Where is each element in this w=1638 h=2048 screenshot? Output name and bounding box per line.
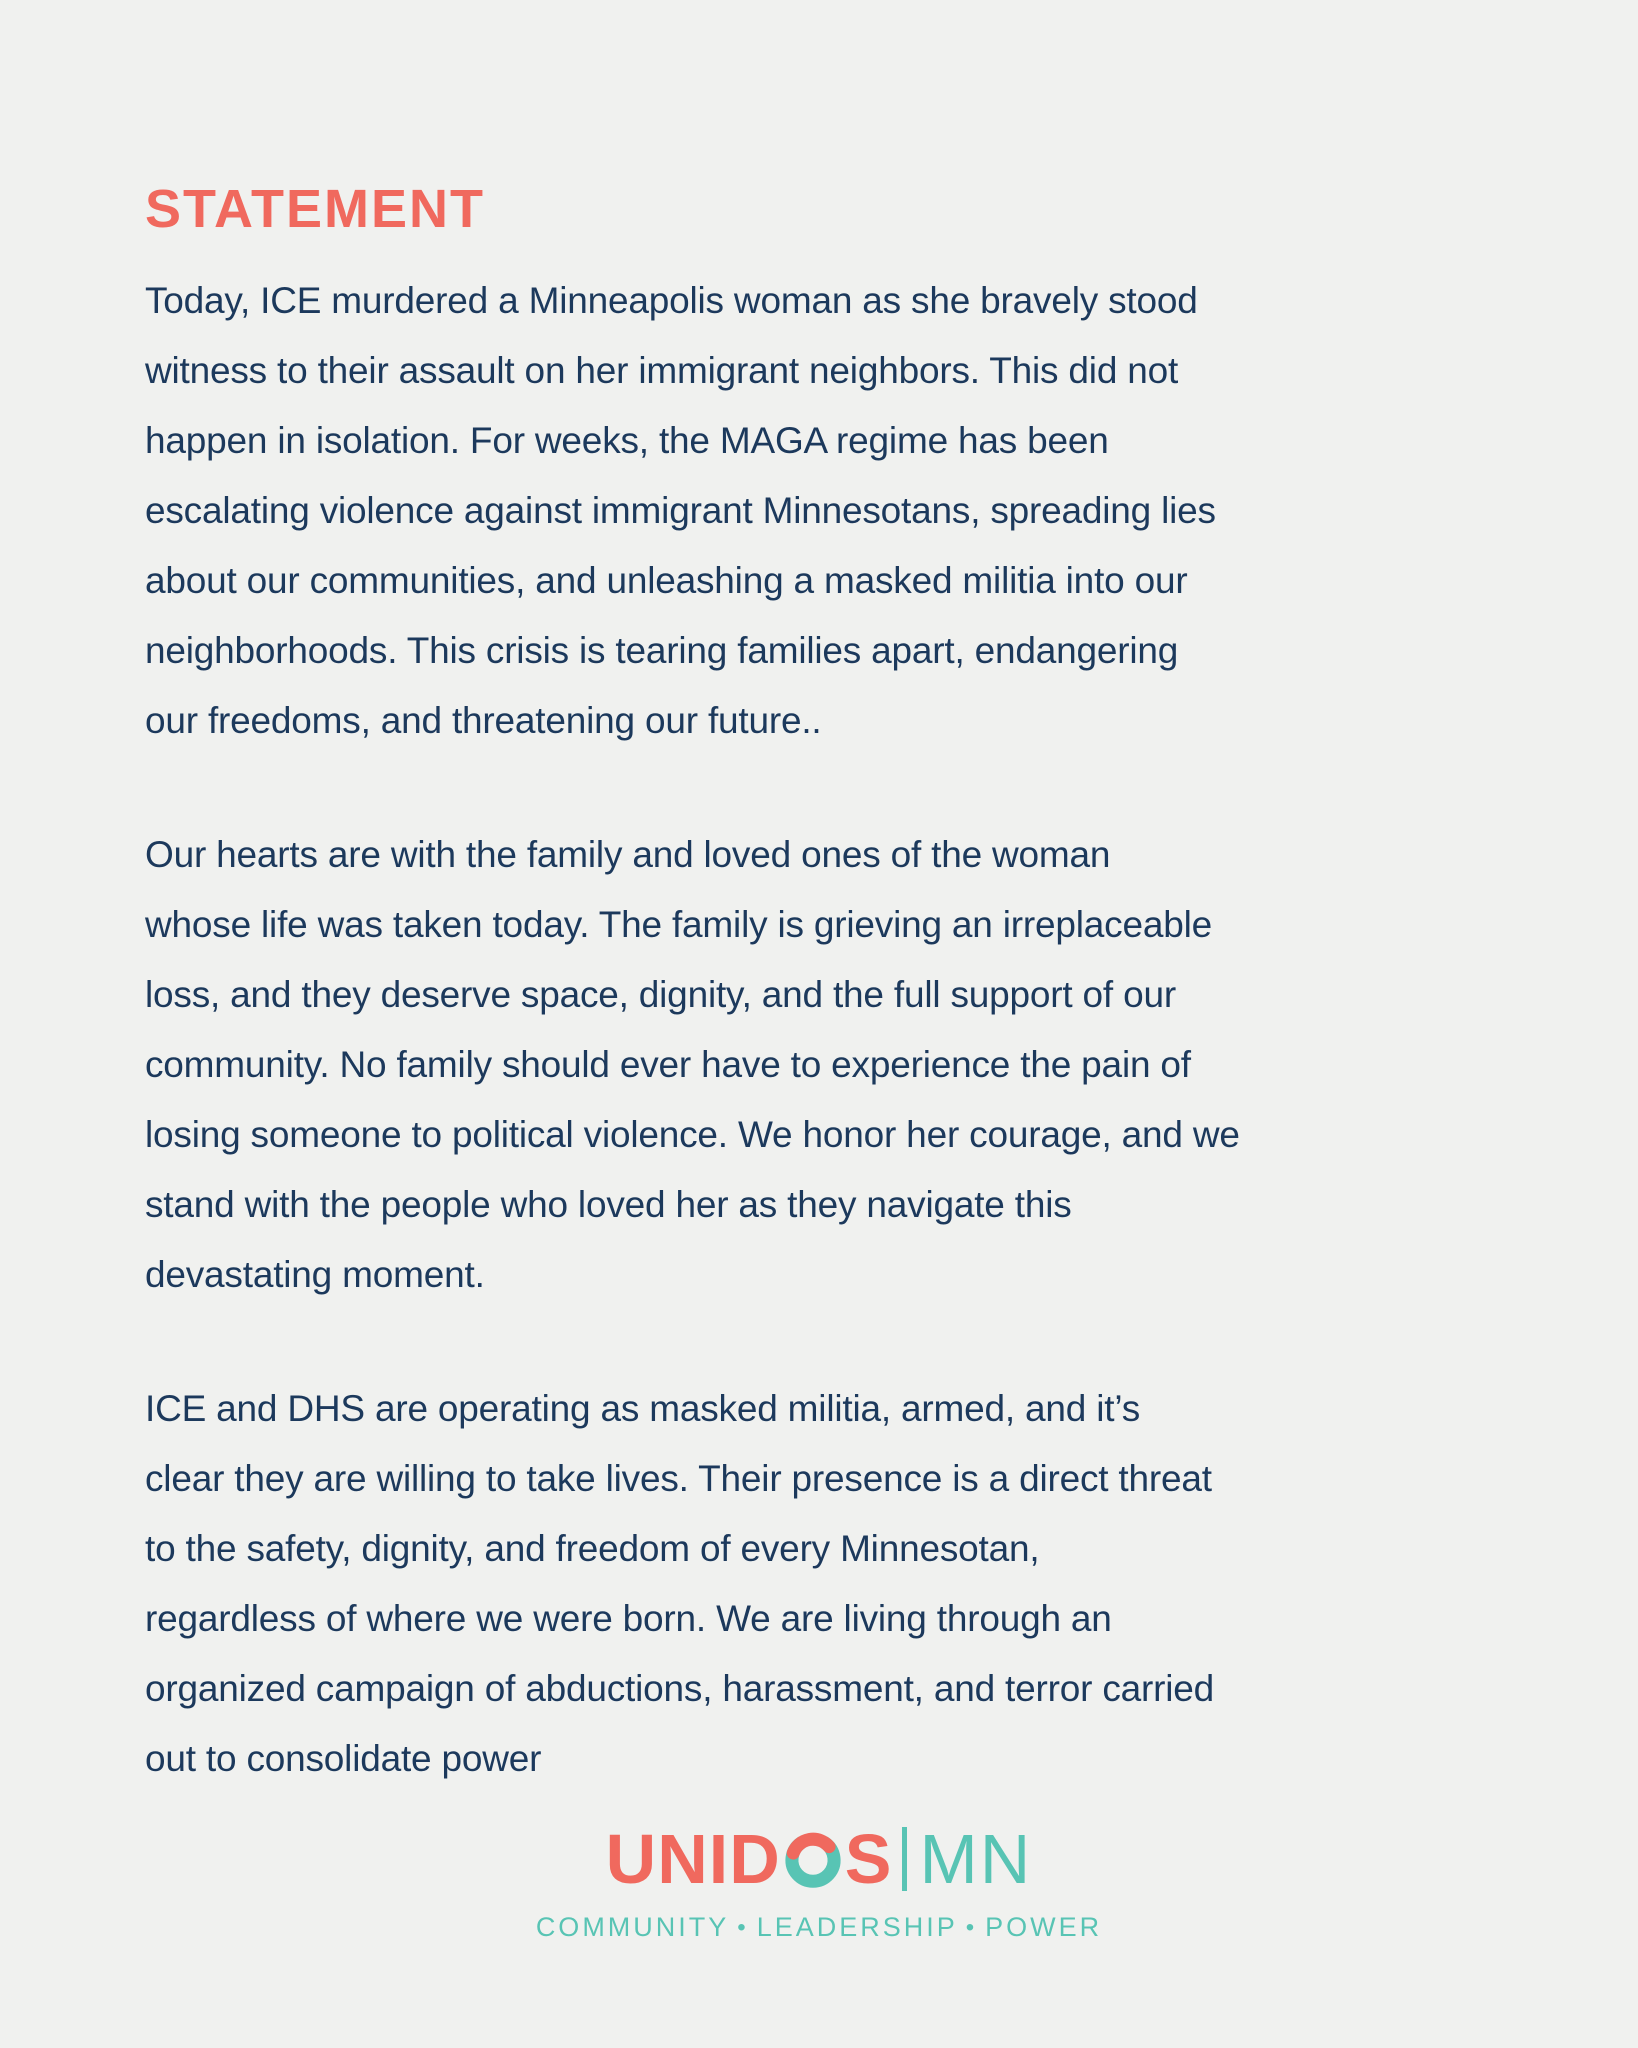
tagline-word-community: COMMUNITY <box>535 1912 730 1942</box>
statement-line: community. No family should ever have to experience the pain of <box>145 1044 1191 1085</box>
statement-document <box>145 179 1545 1794</box>
statement-line: escalating violence against immigrant Minnesotans, spreading lies <box>145 490 1216 531</box>
statement-line: devastating moment. <box>145 1254 485 1295</box>
statement-line: Our hearts are with the family and loved ones of the woman <box>145 834 1111 875</box>
statement-line: Today, ICE murdered a Minneapolis woman as she bravely stood <box>145 280 1198 321</box>
statement-line: ICE and DHS are operating as masked militia, armed, and it’s <box>145 1388 1141 1429</box>
logo-o-swirl-icon <box>782 1823 844 1895</box>
logo-text-mn: MN <box>919 1820 1033 1898</box>
statement-line: losing someone to political violence. We honor her courage, and we <box>145 1114 1240 1155</box>
logo-text-s: S <box>844 1820 893 1898</box>
statement-paragraph-2 <box>145 820 1545 1310</box>
statement-line: happen in isolation. For weeks, the MAGA regime has been <box>145 420 1109 461</box>
statement-line: whose life was taken today. The family is grieving an irreplaceable <box>145 904 1213 945</box>
logo-wordmark <box>606 1822 1033 1896</box>
statement-line: stand with the people who loved her as they navigate this <box>145 1184 1072 1225</box>
statement-line: regardless of where we were born. We are living through an <box>145 1598 1112 1639</box>
statement-line: loss, and they deserve space, dignity, and the full support of our <box>145 974 1176 1015</box>
statement-line: witness to their assault on her immigrant neighbors. This did not <box>145 350 1179 391</box>
statement-paragraph-1 <box>145 266 1545 756</box>
tagline-bullet-icon: • <box>965 1913 978 1941</box>
unidos-mn-logo <box>0 1822 1638 1943</box>
logo-divider-bar <box>902 1827 907 1891</box>
statement-line: clear they are willing to take lives. Their presence is a direct threat <box>145 1458 1212 1499</box>
logo-text-unid: UNID <box>605 1820 781 1898</box>
statement-title: STATEMENT <box>145 179 485 239</box>
statement-line: organized campaign of abductions, harassment, and terror carried <box>145 1668 1215 1709</box>
tagline-word-leadership: LEADERSHIP <box>756 1912 958 1942</box>
statement-paragraph-3 <box>145 1374 1545 1794</box>
statement-line: our freedoms, and threatening our future.. <box>145 700 822 741</box>
statement-line: out to consolidate power <box>145 1738 542 1779</box>
statement-line: to the safety, dignity, and freedom of every Minnesotan, <box>145 1528 1040 1569</box>
logo-tagline <box>536 1912 1102 1943</box>
tagline-word-power: POWER <box>985 1912 1103 1942</box>
statement-line: about our communities, and unleashing a masked militia into our <box>145 560 1188 601</box>
tagline-bullet-icon: • <box>737 1913 749 1941</box>
statement-line: neighborhoods. This crisis is tearing families apart, endangering <box>145 630 1179 671</box>
